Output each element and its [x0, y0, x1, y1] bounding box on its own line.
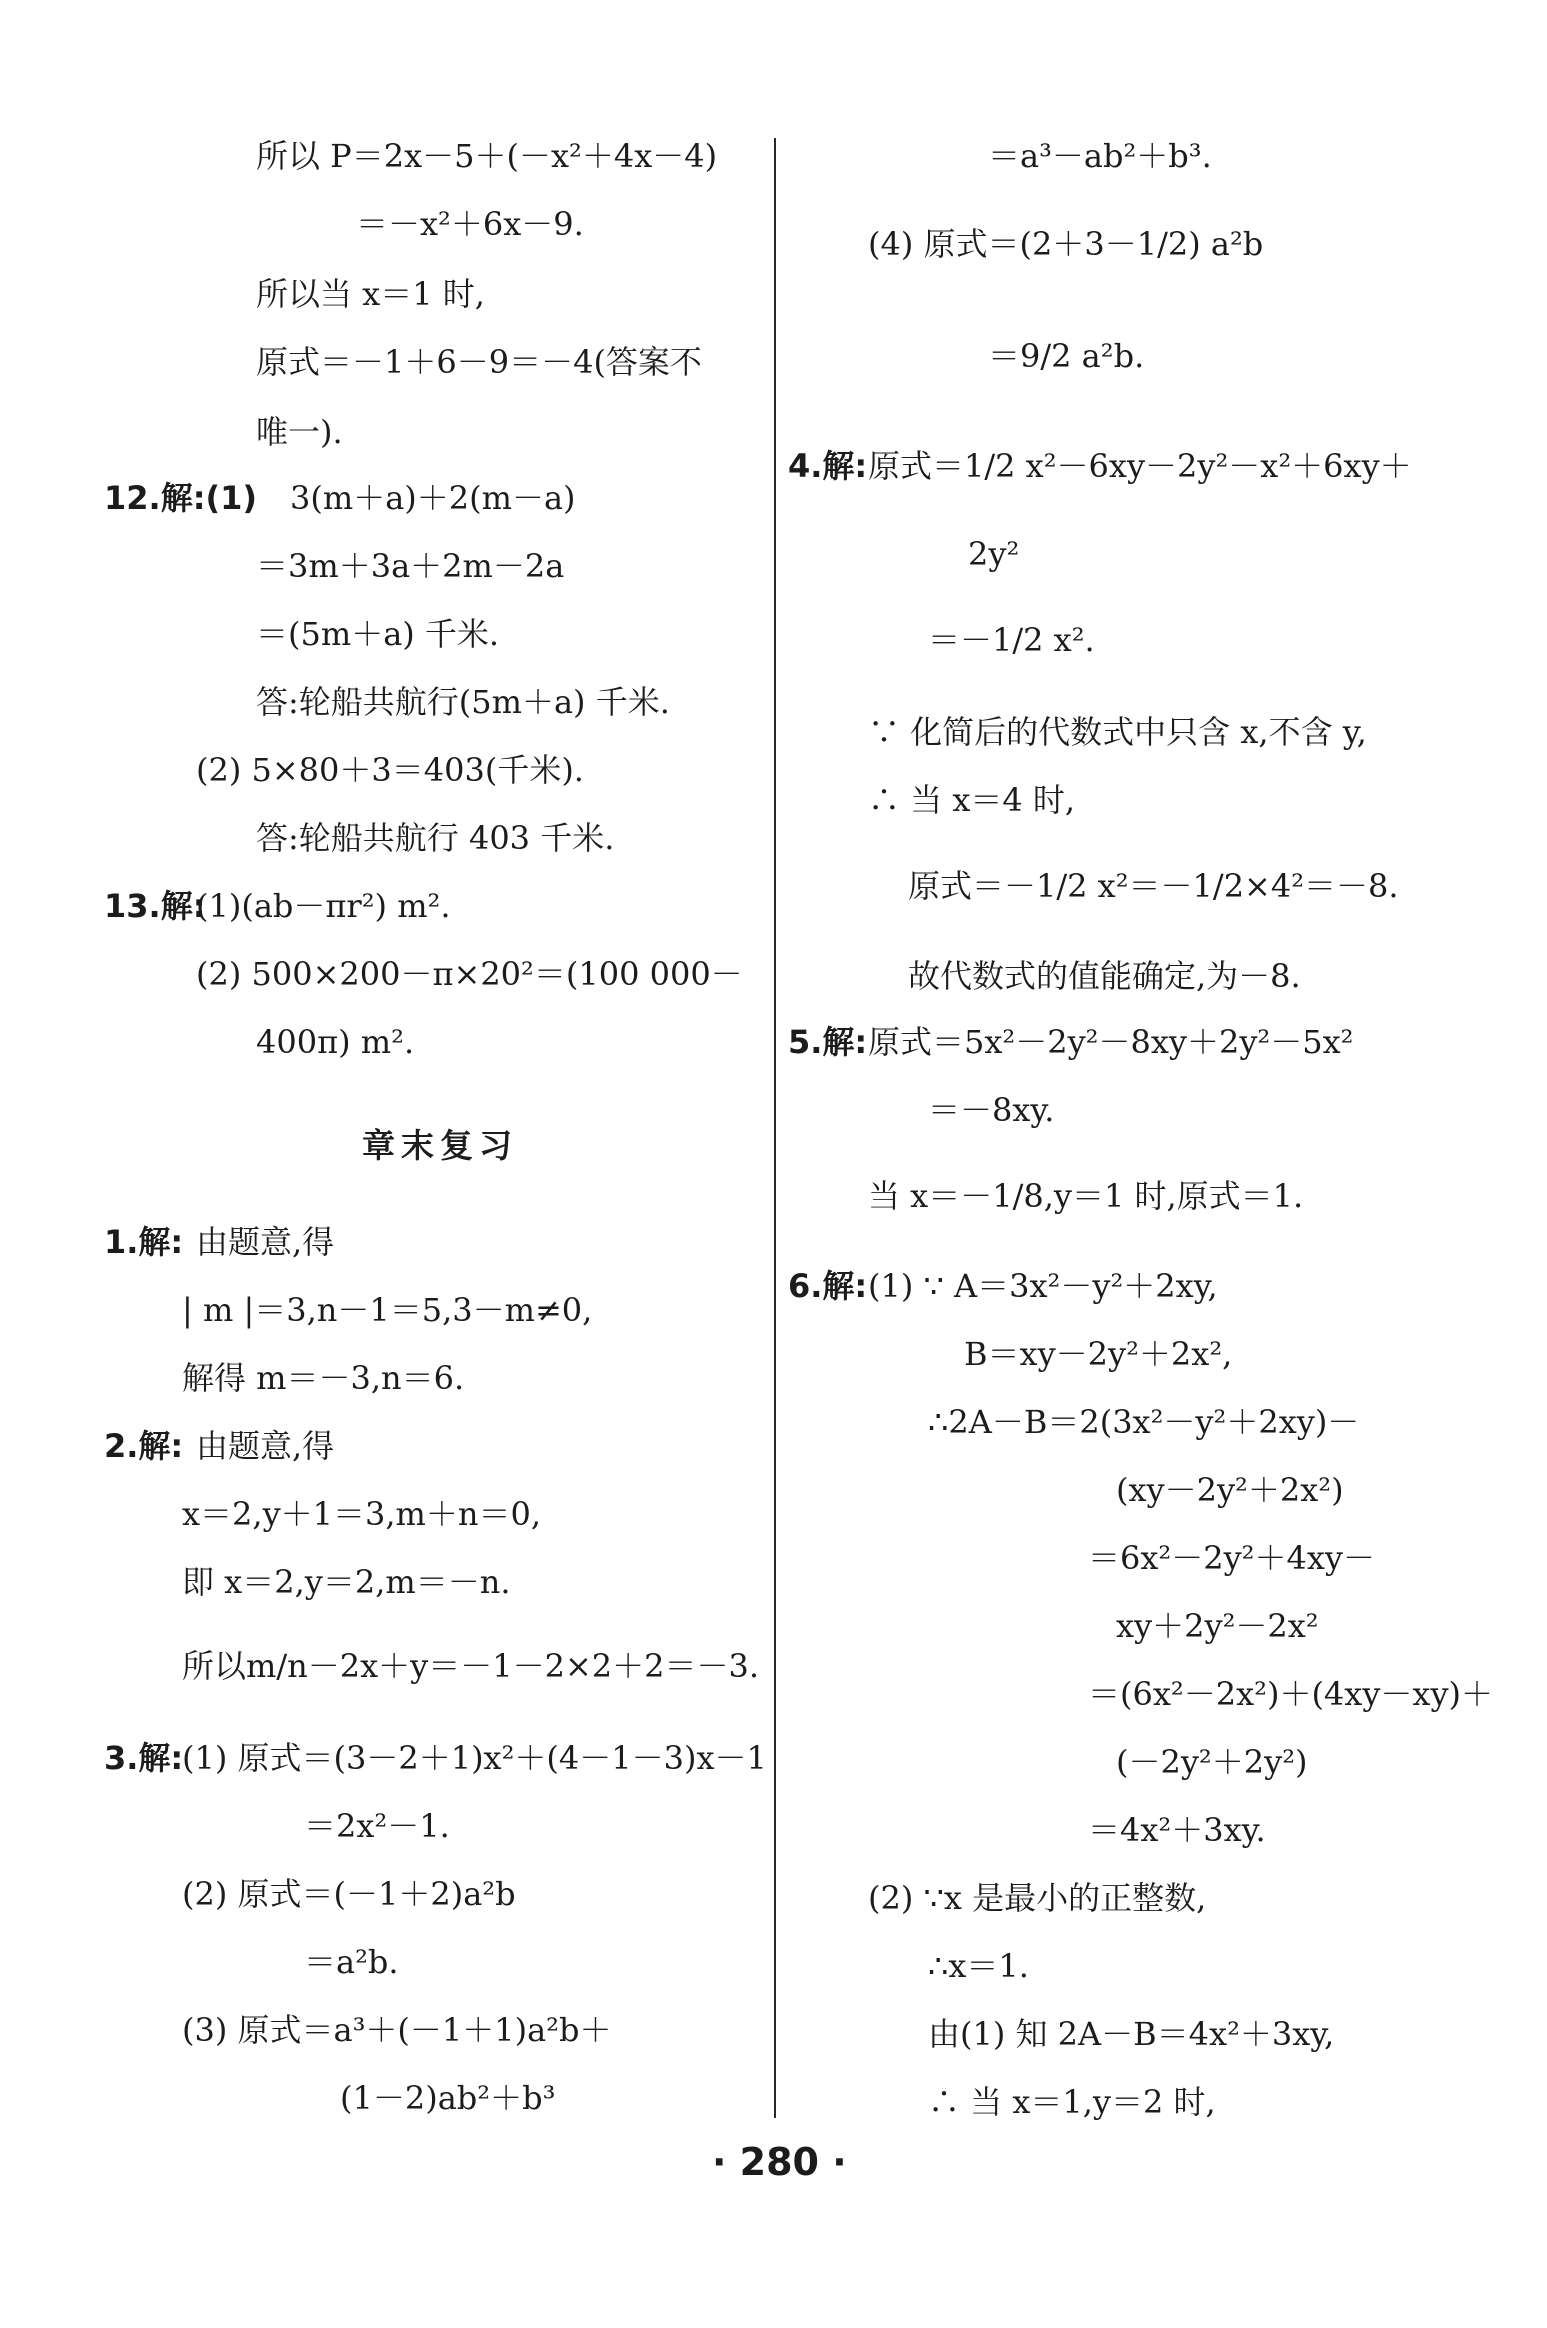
page-number: · 280 ·	[712, 2140, 847, 2184]
text-line: ＝9/2 a²b.	[988, 337, 1145, 375]
text-line: (1)(ab－πr²) m².	[196, 887, 451, 925]
text-line: (2) 5×80＋3＝403(千米).	[196, 751, 584, 789]
text-line: 答:轮船共航行(5m＋a) 千米.	[256, 683, 670, 721]
text-line: ＝3m＋3a＋2m－2a	[256, 547, 565, 585]
text-line: ＝－x²＋6x－9.	[356, 205, 584, 243]
text-line: ＝－8xy.	[928, 1091, 1055, 1129]
text-line: 所以当 x＝1 时,	[256, 275, 485, 313]
text-line: (4) 原式＝(2＋3－1/2) a²b	[868, 225, 1264, 263]
text-line: 原式＝－1＋6－9＝－4(答案不	[256, 343, 702, 381]
text-line: 400π) m².	[256, 1023, 415, 1061]
question-label: 13.解:	[104, 887, 206, 925]
question-label: 2.解:	[104, 1427, 184, 1465]
text-line: ∴x＝1.	[928, 1947, 1029, 1985]
text-line: 由(1) 知 2A－B＝4x²＋3xy,	[928, 2015, 1335, 2053]
text-line: (3) 原式＝a³＋(－1＋1)a²b＋	[182, 2011, 612, 2049]
text-line: ＝(5m＋a) 千米.	[256, 615, 500, 653]
text-line: ∴ 当 x＝1,y＝2 时,	[928, 2083, 1216, 2121]
text-line: ＝a²b.	[304, 1943, 399, 1981]
text-line: (2) 500×200－π×20²＝(100 000－	[196, 955, 743, 993]
question-label: 6.解:	[788, 1267, 868, 1305]
text-line: 由题意,得	[196, 1223, 335, 1261]
text-line: ＝a³－ab²＋b³.	[988, 137, 1212, 175]
text-line: 解得 m＝－3,n＝6.	[182, 1359, 465, 1397]
text-line: ∵ 化简后的代数式中只含 x,不含 y,	[868, 713, 1367, 751]
text-line: 原式＝5x²－2y²－8xy＋2y²－5x²	[868, 1023, 1354, 1061]
text-line: (1) 原式＝(3－2＋1)x²＋(4－1－3)x－1	[182, 1739, 767, 1777]
text-line: 由题意,得	[196, 1427, 335, 1465]
text-line: 答:轮船共航行 403 千米.	[256, 819, 615, 857]
text-line: (xy－2y²＋2x²)	[1116, 1471, 1344, 1509]
text-line: ∴2A－B＝2(3x²－y²＋2xy)－	[928, 1403, 1360, 1441]
text-line: ∴ 当 x＝4 时,	[868, 781, 1076, 819]
section-title: 章末复习	[362, 1126, 518, 1165]
question-label: 1.解:	[104, 1223, 184, 1261]
text-line: | m |＝3,n－1＝5,3－m≠0,	[182, 1291, 593, 1329]
text-line: 原式＝－1/2 x²＝－1/2×4²＝－8.	[908, 867, 1399, 905]
text-line: x＝2,y＋1＝3,m＋n＝0,	[182, 1495, 542, 1533]
text-line: (2) ∵x 是最小的正整数,	[868, 1879, 1207, 1917]
text-line: (2) 原式＝(－1＋2)a²b	[182, 1875, 516, 1913]
question-label: 12.解:(1)	[104, 479, 258, 517]
text-line: ＝(6x²－2x²)＋(4xy－xy)＋	[1088, 1675, 1494, 1713]
text-line: 故代数式的值能确定,为－8.	[908, 957, 1301, 995]
text-line: (1) ∵ A＝3x²－y²＋2xy,	[868, 1267, 1218, 1305]
text-line: ＝2x²－1.	[304, 1807, 450, 1845]
question-label: 3.解:	[104, 1739, 184, 1777]
text-line: ＝4x²＋3xy.	[1088, 1811, 1266, 1849]
text-line: (1－2)ab²＋b³	[340, 2079, 556, 2117]
text-line: ＝6x²－2y²＋4xy－	[1088, 1539, 1375, 1577]
text-line: 所以m/n－2x＋y＝－1－2×2＋2＝－3.	[182, 1647, 760, 1685]
text-line: xy＋2y²－2x²	[1116, 1607, 1319, 1645]
text-line: B＝xy－2y²＋2x²,	[964, 1335, 1233, 1373]
question-label: 4.解:	[788, 447, 868, 485]
text-line: 当 x＝－1/8,y＝1 时,原式＝1.	[868, 1177, 1304, 1215]
text-line: (－2y²＋2y²)	[1116, 1743, 1308, 1781]
question-label: 5.解:	[788, 1023, 868, 1061]
text-line: ＝－1/2 x².	[928, 621, 1095, 659]
text-line: 所以 P＝2x－5＋(－x²＋4x－4)	[256, 137, 718, 175]
text-line: 即 x＝2,y＝2,m＝－n.	[182, 1563, 511, 1601]
text-line: 原式＝1/2 x²－6xy－2y²－x²＋6xy＋	[868, 447, 1412, 485]
column-divider	[774, 138, 776, 2118]
text-line: 唯一).	[256, 413, 343, 451]
text-line: 3(m＋a)＋2(m－a)	[290, 479, 576, 517]
text-line: 2y²	[968, 535, 1020, 573]
